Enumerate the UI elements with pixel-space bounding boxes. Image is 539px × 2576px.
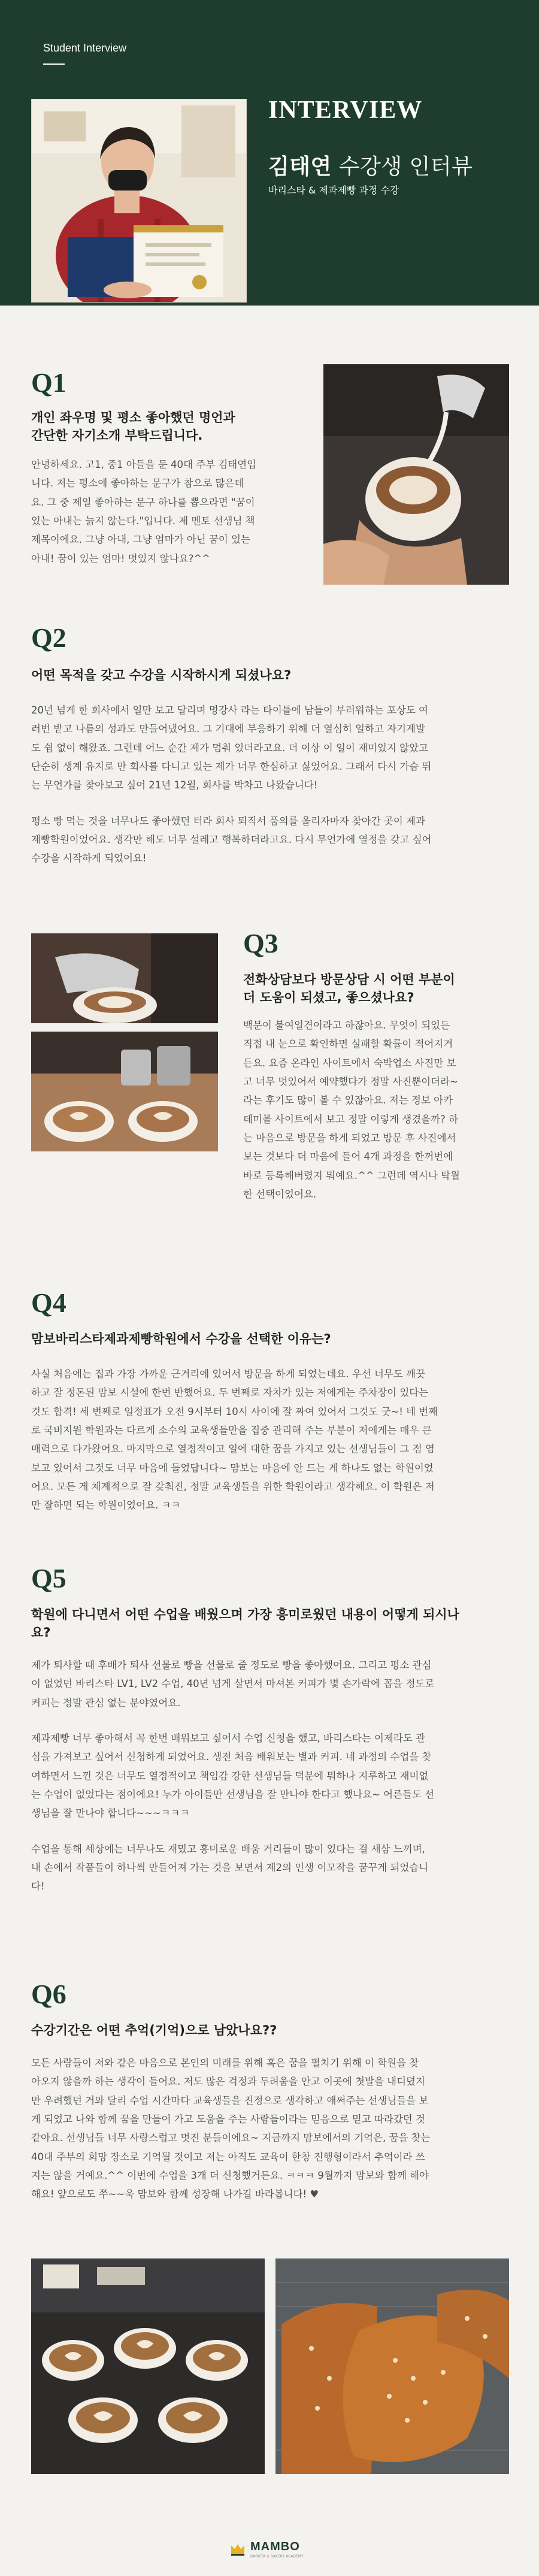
q3-title-line1: 전화상담보다 방문상담 시 어떤 부분이 bbox=[243, 972, 455, 987]
q5-answer bbox=[31, 1656, 510, 1896]
q4-answer-line: 것도 합격! 세 번째로 일정표가 오전 9시부터 10시 사이에 잘 짜여 있어서 그것도 굿~! 네 번째 bbox=[31, 1405, 438, 1417]
q2-line: 평소 빵 먹는 것을 너무나도 좋아했던 터라 회사 퇴직서 품의를 올리자마자 찾아간 곳이 제과 bbox=[31, 815, 425, 827]
q4-answer-line: 로 국비지원 학원과는 다르게 소수의 교육생들만을 집중 관리해 주는 부분이 저에게는 매우 큰 bbox=[31, 1425, 432, 1437]
q3-photo-milk-pitcher bbox=[31, 933, 218, 1023]
q2-number: Q2 bbox=[31, 622, 66, 653]
q1-answer-line: 아내! 꿈이 있는 엄마! 멋있지 않나요?^^ bbox=[31, 552, 211, 564]
q3-answer-line: 백문이 불여일견이라고 하잖아요. 무엇이 되었든 bbox=[243, 1020, 450, 1031]
q2-line: 러번 받고 나름의 성과도 만들어냈어요. 그 기대에 부응하기 위해 더 열심히 일하고 자기계발 bbox=[31, 723, 425, 735]
interview-title: INTERVIEW bbox=[268, 96, 423, 124]
q3-answer-line: 데미몰 사이트에서 보고 정말 이렇게 생겼을까? 하 bbox=[243, 1113, 459, 1125]
q5-line: 내 손에서 작품들이 하나씩 만들어져 가는 것을 보면서 제2의 인생 이모작을 꿈꾸게 되었습니 bbox=[31, 1862, 429, 1874]
q4-number: Q4 bbox=[31, 1287, 66, 1318]
q1-answer bbox=[31, 455, 307, 568]
q6-answer-line: 아오지 않을까 하는 생각이 들어요. 저도 많은 걱정과 두려움을 안고 이곳에 첫발을 내디뎠지 bbox=[31, 2076, 425, 2088]
q5-line: 는 수업이 없었다는 점이에요! 누가 아이들만 선생님을 잘 만나야 한다고 했나요~ 어른들도 선 bbox=[31, 1789, 435, 1801]
hero-divider bbox=[43, 64, 65, 65]
q5-title-line1: 학원에 다니면서 어떤 수업을 배웠으며 가장 흥미로웠던 내용이 어떻게 되시나 bbox=[31, 1607, 459, 1622]
q2-line: 단순히 생계 유지로 만 회사를 다니고 있는 제가 너무 한심하고 싫었어요. 그래서 다시 가슴 뛰 bbox=[31, 761, 432, 773]
q5-line: 이 없었던 바리스타 LV1, LV2 수업, 40년 넘게 살면서 마셔본 커피가 몇 손가락에 꼽을 정도로 bbox=[31, 1678, 435, 1690]
q1-answer-line: 요. 그 중 제일 좋아하는 문구 하나를 뽑으라면 "꿈이 bbox=[31, 496, 255, 508]
q5-number: Q5 bbox=[31, 1563, 66, 1594]
q6-answer-line: 해요! 앞으로도 쭈~~욱 맘보와 함께 성장해 나가길 바라봅니다! ♥ bbox=[31, 2188, 319, 2200]
q4-answer bbox=[31, 1365, 510, 1515]
q2-line: 20년 넘게 한 회사에서 일만 보고 달리며 명강사 라는 타이틀에 남들이 부러워하는 포상도 여 bbox=[31, 705, 428, 716]
q2-paragraph-1 bbox=[31, 701, 510, 795]
q5-paragraph-2 bbox=[31, 1729, 510, 1823]
q5-line: 제과제빵 너무 좋아해서 꼭 한번 배워보고 싶어서 수업 신청을 했고, 바리스타는 이제라도 관 bbox=[31, 1733, 425, 1744]
q3-answer-line: 라는 후기도 많이 볼 수 있잖아요. 저는 정보 아카 bbox=[243, 1095, 453, 1106]
hero-kicker: Student Interview bbox=[43, 42, 127, 54]
q6-title: 수강기간은 어떤 추억(기억)으로 남았나요?? bbox=[31, 2023, 277, 2037]
q4-title: 맘보바리스타제과제빵학원에서 수강을 선택한 이유는? bbox=[31, 1332, 331, 1346]
logo-tagline: BARISTA & BAKERY ACADEMY bbox=[250, 2554, 304, 2559]
q6-answer-line: 지는 않을 거예요.^^ 이번에 수업을 3개 더 신청했거든요. ㅋㅋㅋ 9월까지 맘보와 함께 해야 bbox=[31, 2170, 429, 2182]
q3-answer-line: 고 너무 멋있어서 예약했다가 정말 사진뿐이더라~ bbox=[243, 1076, 458, 1088]
q1-answer-line: 안녕하세요. 고1, 중1 아들을 둔 40대 주부 김태연입 bbox=[31, 459, 257, 470]
q5-paragraph-3 bbox=[31, 1840, 510, 1896]
q3-answer-line: 는 마음으로 방문을 하게 되었고 방문 후 사진에서 bbox=[243, 1132, 456, 1144]
q5-line: 수업을 통해 세상에는 너무나도 재밌고 흥미로운 배움 거리들이 많이 있다는 걸 새삼 느끼며, bbox=[31, 1843, 425, 1855]
q3-answer bbox=[243, 1016, 513, 1204]
q3-answer-line: 보는 것보다 더 마음에 들어 4개 과정을 한꺼번에 bbox=[243, 1151, 453, 1163]
q1-photo-latte-pour bbox=[323, 364, 509, 585]
q2-line: 수강을 시작하게 되었어요! bbox=[31, 852, 147, 864]
q6-photo-latte-art-cups bbox=[31, 2258, 265, 2474]
q3-answer-line: 직접 내 눈으로 확인하면 실패할 확률이 적어지거 bbox=[243, 1038, 453, 1050]
q3-answer-line: 한 선택이었어요. bbox=[243, 1189, 317, 1201]
q2-line: 도 쉼 없이 해왔죠. 그런데 어느 순간 제가 멈춰 있더라고요. 더 이상 이 일이 재미있지 않았고 bbox=[31, 742, 428, 754]
course-subtitle: 바리스타 & 제과제빵 과정 수강 bbox=[268, 185, 399, 196]
q5-title bbox=[31, 1606, 459, 1642]
q1-answer-line: 제목이에요. 그냥 아내, 그냥 엄마가 아닌 꿈이 있는 bbox=[31, 534, 250, 546]
q5-line: 제가 퇴사할 때 후배가 퇴사 선물로 빵을 선물로 줄 정도로 빵을 좋아했어요. 그리고 평소 관심 bbox=[31, 1659, 432, 1671]
q4-answer-line: 매력으로 다가왔어요. 마지막으로 열정적이고 일에 대한 꿈을 가지고 있는 선생님들이 그 점 염 bbox=[31, 1443, 435, 1455]
q2-title: 어떤 목적을 갖고 수강을 시작하시게 되셨나요? bbox=[31, 668, 292, 682]
q3-number: Q3 bbox=[243, 928, 278, 959]
mambo-logo bbox=[230, 2540, 304, 2559]
q5-line: 여하면서 느낀 것은 너무도 열정적이고 책임감 강한 선생님들 덕분에 뭐하나 지루하고 재미없 bbox=[31, 1770, 429, 1782]
hero-photo-barista-with-certificate bbox=[31, 99, 247, 303]
interviewee-heading bbox=[268, 150, 473, 180]
q1-answer-line: 있는 아내는 늙지 않는다."입니다. 제 멘토 선생님 책 bbox=[31, 515, 255, 527]
q2-paragraph-2 bbox=[31, 812, 510, 868]
q3-title-line2: 더 도움이 되셨고, 좋으셨나요? bbox=[243, 990, 414, 1005]
q1-title-line2: 간단한 자기소개 부탁드립니다. bbox=[31, 428, 203, 443]
q4-answer-line: 보고 있어서 그것도 너무 마음에 들었답니다~ 맘보는 마음에 안 드는 게 하나도 없는 학원이었 bbox=[31, 1462, 434, 1474]
q4-answer-line: 사실 처음에는 집과 가장 가까운 근거리에 있어서 방문을 하게 되었는데요. 우선 너무도 깨끗 bbox=[31, 1368, 425, 1380]
q5-line: 심을 가져보고 싶어서 신청하게 되었어요. 생전 처음 배워보는 별과 커피. 네 과정의 수업을 찾 bbox=[31, 1751, 432, 1763]
q6-answer-line: 만 우려했던 거와 달리 수업 시간마다 교육생들을 진정으로 생각하고 애써주는 선생님들을 보 bbox=[31, 2094, 429, 2106]
q4-answer-line: 하고 잘 정돈된 맘보 시설에 한번 반했어요. 두 번째로 자차가 있는 저에게는 주차장이 있다는 bbox=[31, 1387, 429, 1399]
logo-wordmark: MAMBO bbox=[250, 2540, 300, 2553]
q5-paragraph-1 bbox=[31, 1656, 510, 1712]
q2-line: 제빵학원이었어요. 생각만 해도 너무 설레고 행복하더라고요. 다시 무언가에 열정을 갖고 싶어 bbox=[31, 834, 432, 846]
q5-line: 다! bbox=[31, 1880, 45, 1892]
interviewee-name: 김태연 bbox=[268, 155, 332, 179]
q6-answer-line: 40대 주부의 희망 장소로 기억될 것이고 저는 아직도 교육이 한창 진행형이라서 추억이라 쓰 bbox=[31, 2151, 425, 2163]
q2-answer bbox=[31, 701, 510, 868]
q6-answer-line: 게 되었고 나와 함께 꿈을 만들어 가고 도움을 주는 사람들이라는 믿음으로 믿고 따라갔던 것 bbox=[31, 2114, 425, 2125]
q4-answer-line: 만 잘하면 되는 학원이었어요. ㅋㅋ bbox=[31, 1499, 181, 1511]
q1-title bbox=[31, 409, 235, 445]
q1-title-line1: 개인 좌우명 및 평소 좋아했던 명언과 bbox=[31, 410, 235, 425]
q5-line: 커피는 정말 관심 없는 분야였어요. bbox=[31, 1697, 181, 1709]
q6-number: Q6 bbox=[31, 1979, 66, 2009]
q5-line: 생님을 잘 만나야 합니다~~~ㅋㅋㅋ bbox=[31, 1807, 190, 1819]
q6-answer bbox=[31, 2054, 510, 2204]
interview-label: 수강생 인터뷰 bbox=[338, 155, 473, 179]
q6-answer-line: 같아요. 선생님들 너무 사랑스럽고 멋진 분들이에요~ 지금까지 맘보에서의 기억은, 꿈을 찾는 bbox=[31, 2132, 431, 2144]
q3-title bbox=[243, 970, 455, 1007]
q6-answer-line: 모든 사람들이 저와 같은 마음으로 본인의 미래를 위해 혹은 꿈을 펼치기 위해 이 학원을 찾 bbox=[31, 2057, 419, 2069]
q2-line: 는 무언가를 찾아보고 싶어 21년 12월, 회사를 박차고 나왔습니다! bbox=[31, 779, 318, 791]
q3-photo-latte-cups bbox=[31, 1032, 218, 1151]
q3-answer-line: 든요. 요즘 온라인 사이트에서 숙박업소 사진만 보 bbox=[243, 1057, 456, 1069]
hero-banner bbox=[0, 0, 539, 306]
q1-number: Q1 bbox=[31, 367, 66, 398]
q6-photo-bread-loaves bbox=[275, 2258, 509, 2474]
q5-title-line2: 요? bbox=[31, 1625, 51, 1640]
q4-answer-line: 어요. 모든 게 체계적으로 잘 갖춰진, 정말 교육생들을 위한 학원이라고 생각해요. 이 학원은 저 bbox=[31, 1481, 435, 1493]
mambo-crown-icon bbox=[230, 2543, 246, 2556]
q3-answer-line: 바로 등록해버렸지 뭐예요.^^ 그런데 역시나 탁월 bbox=[243, 1169, 460, 1181]
q1-answer-line: 니다. 저는 평소에 좋아하는 문구가 참으로 많은데 bbox=[31, 477, 244, 489]
